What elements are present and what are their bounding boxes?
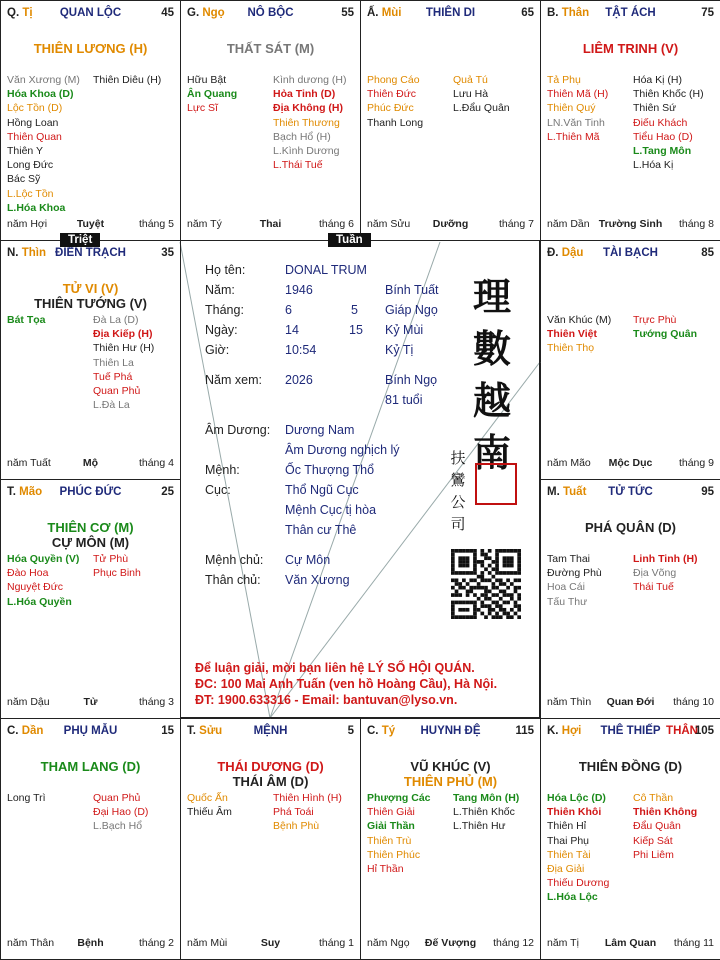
minor-star: Thiên Trù xyxy=(367,834,412,847)
minor-star: Thanh Long xyxy=(367,116,424,129)
than-marker: THÂN xyxy=(666,725,698,737)
year-label: năm Tị xyxy=(547,937,579,949)
main-star: CỰ MÔN (M) xyxy=(51,535,130,550)
minor-star: Tam Thai xyxy=(547,553,590,565)
truong-sinh-label: Tuyệt xyxy=(76,218,105,230)
minor-star: Văn Xương (M) xyxy=(7,74,80,86)
minor-star: Bệnh Phù xyxy=(273,820,320,833)
main-star: PHÁ QUÂN (D) xyxy=(585,520,676,535)
branch-name: Dậu xyxy=(561,247,584,259)
label-cuc: Cục: xyxy=(205,483,231,497)
palace-age: 35 xyxy=(161,247,174,259)
main-star: VŨ KHÚC (V) xyxy=(410,759,491,774)
year-label: năm Dậu xyxy=(7,696,50,708)
minor-star: Hóa Lộc (D) xyxy=(547,792,606,804)
minor-star: Trực Phù xyxy=(633,314,677,326)
minor-star: Thiên La xyxy=(93,356,134,369)
label-thang: Tháng: xyxy=(205,303,244,317)
minor-star: L.Thiên Mã xyxy=(547,130,600,143)
minor-star: Tấu Thư xyxy=(547,595,588,608)
branch-name: Mão xyxy=(19,486,43,498)
main-star: THÁI ÂM (D) xyxy=(232,774,309,789)
truong-sinh-label: Mộc Dục xyxy=(608,457,653,469)
minor-star: Thiên Quan xyxy=(7,130,62,143)
branch-stem: T. xyxy=(187,725,196,737)
year-label: năm Tuất xyxy=(7,457,51,469)
minor-star: Thiên Giải xyxy=(367,806,415,819)
main-star: LIÊM TRINH (V) xyxy=(582,41,679,56)
tuoi-value: 81 tuổi xyxy=(385,393,423,407)
minor-star: Thiên Khốc (H) xyxy=(633,88,704,101)
minor-star: L.Đẩu Quân xyxy=(453,102,510,115)
palace-name: QUAN LỘC xyxy=(59,7,122,19)
branch-stem: Ấ. xyxy=(367,7,379,19)
year-label: năm Hợi xyxy=(7,218,48,230)
contact-line-3: ĐT: 1900.633316 - Email: bantuvan@lyso.vn. xyxy=(195,693,458,707)
minor-star: L.Hóa Quyền xyxy=(7,595,72,608)
year-label: năm Ngọ xyxy=(367,937,410,949)
gio-can-chi: Kỷ Tị xyxy=(385,343,414,357)
month-label: tháng 12 xyxy=(493,937,534,949)
branch-name: Ngọ xyxy=(202,7,225,19)
palace-age: 105 xyxy=(694,725,714,737)
month-label: tháng 6 xyxy=(318,218,354,230)
year-label: năm Dần xyxy=(547,218,590,230)
minor-star: Thiên Tài xyxy=(547,848,591,861)
branch-name: Tuất xyxy=(562,486,587,498)
nam-xem-can-chi: Bính Ngọ xyxy=(385,373,438,387)
branch-stem: Đ. xyxy=(547,247,559,259)
month-label: tháng 9 xyxy=(678,457,714,469)
minor-star: Thiên Y xyxy=(7,145,43,158)
minor-star: Thiên Quý xyxy=(547,102,596,115)
month-label: tháng 5 xyxy=(138,218,174,230)
triet-marker: Triệt xyxy=(60,233,100,247)
minor-star: Bạch Hổ (H) xyxy=(273,130,331,143)
minor-star: L.Bạch Hổ xyxy=(93,820,143,833)
branch-stem: C. xyxy=(7,725,19,737)
year-label: năm Sửu xyxy=(367,218,411,230)
minor-star: Thiếu Dương xyxy=(547,877,610,890)
minor-star: L.Thiên Hư xyxy=(453,820,506,833)
ngay-value-2: 15 xyxy=(349,323,363,337)
minor-star: L.Hóa Lộc xyxy=(547,891,598,904)
minor-star: L.Lộc Tồn xyxy=(7,187,54,200)
seal-text xyxy=(447,447,469,535)
minor-star: Phi Liêm xyxy=(633,848,674,861)
minor-star: Giải Thần xyxy=(367,820,415,833)
minor-star: L.Thái Tuế xyxy=(273,159,323,172)
minor-star: Kiếp Sát xyxy=(633,834,673,847)
main-star: THIÊN TƯỚNG (V) xyxy=(34,296,147,311)
minor-star: Tử Phù xyxy=(93,553,129,565)
minor-star: Quan Phủ xyxy=(93,792,141,804)
seal-char-3: 公 xyxy=(450,493,466,511)
minor-star: Quả Tú xyxy=(453,74,488,86)
minor-star: Đào Hoa xyxy=(7,567,49,580)
palace-age: 25 xyxy=(161,486,174,498)
minor-star: Hỉ Thần xyxy=(367,863,404,876)
am-duong-value: Dương Nam xyxy=(285,423,355,437)
branch-stem: B. xyxy=(547,7,559,19)
minor-star: L.Hóa Khoa xyxy=(7,201,66,214)
label-menh-chu: Mệnh chủ: xyxy=(205,553,264,567)
cuc-value: Thổ Ngũ Cục xyxy=(285,483,359,497)
minor-star: Thiên Diêu (H) xyxy=(93,74,162,86)
minor-star: Thiên Không xyxy=(633,806,698,819)
year-label: năm Thìn xyxy=(547,696,592,708)
main-star: THIÊN CƠ (M) xyxy=(47,520,134,535)
nam-value: 1946 xyxy=(285,283,313,297)
minor-star: L.Tang Môn xyxy=(633,145,692,158)
thang-value: 6 xyxy=(285,303,292,317)
minor-star: Hóa Khoa (D) xyxy=(7,88,74,101)
label-gio: Giờ: xyxy=(205,343,230,357)
thang-can-chi: Giáp Ngọ xyxy=(385,303,438,317)
seal-char-4: 司 xyxy=(450,515,466,533)
palace-age: 55 xyxy=(341,7,354,19)
minor-star: Linh Tinh (H) xyxy=(633,553,698,565)
ngay-can-chi: Kỷ Mùi xyxy=(385,323,424,337)
palace-name: THÊ THIẾP xyxy=(600,725,661,737)
minor-star: Bác Sỹ xyxy=(7,173,41,186)
palace-age: 95 xyxy=(701,486,714,498)
truong-sinh-label: Lâm Quan xyxy=(604,937,657,949)
minor-star: Địa Giải xyxy=(547,863,585,876)
minor-star: Hỏa Tinh (D) xyxy=(273,88,336,101)
minor-star: Địa Không (H) xyxy=(273,102,343,115)
minor-star: Tướng Quân xyxy=(633,328,698,341)
minor-star: Long Trì xyxy=(7,792,46,804)
cuc-value-2: Mệnh Cục tị hòa xyxy=(285,503,377,517)
seal-char-1: 扶 xyxy=(450,449,466,467)
main-star: TỬ VI (V) xyxy=(62,281,119,296)
minor-star: Nguyệt Đức xyxy=(7,581,64,594)
month-label: tháng 8 xyxy=(678,218,714,230)
thang-value-2: 5 xyxy=(351,303,358,317)
minor-star: Đường Phù xyxy=(547,567,602,580)
red-seal-stamp xyxy=(475,463,517,505)
minor-star: Kình dương (H) xyxy=(273,74,347,86)
minor-star: Văn Khúc (M) xyxy=(547,314,612,326)
branch-name: Tị xyxy=(22,7,33,19)
truong-sinh-label: Trường Sinh xyxy=(598,218,663,230)
minor-star: Hoa Cái xyxy=(547,581,585,594)
minor-star: Ân Quang xyxy=(187,88,238,101)
minor-star: Thái Tuế xyxy=(633,581,674,594)
branch-name: Dần xyxy=(21,725,44,737)
seal-char-2: 鸞 xyxy=(450,471,466,489)
truong-sinh-label: Suy xyxy=(260,937,281,949)
minor-star: Thiên Phúc xyxy=(367,848,421,861)
minor-star: Hóa Kị (H) xyxy=(633,74,683,86)
branch-stem: T. xyxy=(7,486,16,498)
palace-age: 85 xyxy=(701,247,714,259)
minor-star: L.Đà La xyxy=(93,399,130,412)
branch-stem: G. xyxy=(187,7,200,19)
main-star: THÁI DƯƠNG (D) xyxy=(217,759,324,774)
palace-name: THIÊN DI xyxy=(425,7,476,19)
minor-star: Hóa Quyền (V) xyxy=(7,553,80,565)
minor-star: Phục Binh xyxy=(93,567,141,580)
minor-star: Thiên Đức xyxy=(367,88,417,101)
brand-char-3: 越 xyxy=(472,378,511,423)
month-label: tháng 3 xyxy=(138,696,174,708)
palace-name: PHÚC ĐỨC xyxy=(59,486,122,498)
truong-sinh-label: Đế Vượng xyxy=(424,937,477,949)
minor-star: Địa Kiếp (H) xyxy=(93,328,153,341)
ngay-value: 14 xyxy=(285,323,299,337)
year-label: năm Thân xyxy=(7,937,55,949)
minor-star: Thiên Việt xyxy=(547,328,597,341)
branch-stem: C. xyxy=(367,725,379,737)
minor-star: Thiếu Âm xyxy=(187,806,232,819)
minor-star: Phượng Các xyxy=(367,792,431,804)
contact-line-1: Để luận giải, mời bạn liên hệ LÝ SỐ HỘI QUÁN. xyxy=(195,661,475,675)
branch-stem: Q. xyxy=(7,7,20,19)
brand-char-1: 理 xyxy=(472,274,511,319)
tuan-marker: Tuần xyxy=(328,233,371,247)
minor-star: Tả Phụ xyxy=(547,74,581,86)
brand-char-4: 南 xyxy=(472,430,511,475)
minor-star: Hồng Loan xyxy=(7,116,59,129)
palace-name: ĐIỀN TRẠCH xyxy=(55,247,126,259)
minor-star: Tang Môn (H) xyxy=(453,792,520,804)
minor-star: Quan Phủ xyxy=(93,385,141,398)
minor-star: Phong Cáo xyxy=(367,74,420,86)
minor-star: Thai Phụ xyxy=(547,834,590,847)
minor-star: Thiên Hỉ xyxy=(547,820,587,833)
minor-star: L.Thiên Khốc xyxy=(453,806,515,819)
minor-star: Đà La (D) xyxy=(93,314,139,326)
minor-star: LN.Văn Tinh xyxy=(547,116,605,129)
minor-star: Thiên Thương xyxy=(273,116,340,129)
label-nam: Năm: xyxy=(205,283,235,297)
palace-name: MỆNH xyxy=(253,725,288,737)
minor-star: Thiên Hư (H) xyxy=(93,342,155,355)
minor-star: Thiên Khôi xyxy=(547,806,602,819)
minor-star: Bát Tọa xyxy=(7,314,46,326)
center-info-panel xyxy=(180,240,540,718)
truong-sinh-label: Thai xyxy=(259,218,282,230)
main-star: THIÊN ĐỒNG (D) xyxy=(578,759,683,774)
branch-name: Thìn xyxy=(21,247,46,259)
branch-stem: N. xyxy=(7,247,19,259)
month-label: tháng 1 xyxy=(318,937,354,949)
nam-xem-value: 2026 xyxy=(285,373,313,387)
minor-star: L.Kình Dương xyxy=(273,145,340,158)
label-menh: Mệnh: xyxy=(205,463,240,477)
palace-age: 65 xyxy=(521,7,534,19)
label-ho-ten: Họ tên: xyxy=(205,263,246,277)
minor-star: Phúc Đức xyxy=(367,102,414,115)
minor-star: Lực Sĩ xyxy=(187,102,218,115)
label-am-duong: Âm Dương: xyxy=(205,423,271,437)
palace-age: 75 xyxy=(701,7,714,19)
label-than-chu: Thân chủ: xyxy=(205,573,261,587)
brand-calligraphy xyxy=(469,271,515,479)
minor-star: Phá Toái xyxy=(273,806,314,819)
palace-age: 115 xyxy=(515,725,534,737)
brand-char-2: 數 xyxy=(472,326,511,371)
month-label: tháng 4 xyxy=(138,457,174,469)
palace-age: 45 xyxy=(161,7,174,19)
palace-name: PHỤ MẪU xyxy=(63,725,118,737)
minor-star: Địa Võng xyxy=(633,567,677,580)
year-label: năm Mão xyxy=(547,457,591,469)
month-label: tháng 2 xyxy=(138,937,174,949)
contact-line-2: ĐC: 100 Mai Anh Tuấn (ven hồ Hoàng Cầu), Hà Nội. xyxy=(195,677,498,691)
menh-chu-value: Cự Môn xyxy=(285,553,331,567)
year-label: năm Tý xyxy=(187,218,222,230)
branch-stem: M. xyxy=(547,486,560,498)
main-star: THẤT SÁT (M) xyxy=(226,41,315,56)
month-label: tháng 10 xyxy=(673,696,714,708)
minor-star: Cô Thần xyxy=(633,792,674,804)
minor-star: Long Đức xyxy=(7,159,54,172)
than-chu-value: Văn Xương xyxy=(285,573,350,587)
minor-star: Hữu Bật xyxy=(187,74,227,86)
minor-star: Quốc Ấn xyxy=(187,792,228,804)
minor-star: Đẩu Quân xyxy=(633,820,681,833)
main-star: THAM LANG (D) xyxy=(40,759,141,774)
label-nam-xem: Năm xem: xyxy=(205,373,262,387)
palace-name: TÀI BẠCH xyxy=(603,247,658,259)
cuc-value-3: Thân cư Thê xyxy=(285,523,357,537)
branch-stem: K. xyxy=(547,725,559,737)
branch-name: Thân xyxy=(561,7,590,19)
minor-star: Thiên Thọ xyxy=(547,342,595,355)
ho-ten-value: DONAL TRUM xyxy=(285,263,367,277)
truong-sinh-label: Quan Đới xyxy=(606,696,655,708)
minor-star: Thiên Sứ xyxy=(633,102,677,115)
truong-sinh-label: Bệnh xyxy=(77,937,104,949)
minor-star: Tiểu Hao (D) xyxy=(633,130,693,143)
truong-sinh-label: Dưỡng xyxy=(432,218,469,230)
month-label: tháng 11 xyxy=(673,937,714,949)
gio-value: 10:54 xyxy=(285,343,317,357)
truong-sinh-label: Mộ xyxy=(82,457,99,469)
minor-star: Thiên Hình (H) xyxy=(273,792,342,804)
branch-name: Tý xyxy=(381,725,396,737)
minor-star: Thiên Mã (H) xyxy=(547,88,609,101)
menh-value: Ốc Thượng Thổ xyxy=(285,463,375,477)
branch-name: Sửu xyxy=(199,725,223,737)
minor-star: Lưu Hà xyxy=(453,88,489,101)
palace-name: TỬ TỨC xyxy=(608,486,653,498)
qr-code xyxy=(451,549,521,619)
palace-age: 5 xyxy=(347,725,354,737)
minor-star: Lộc Tồn (D) xyxy=(7,102,63,115)
main-star: THIÊN PHỦ (M) xyxy=(403,774,498,789)
label-ngay: Ngày: xyxy=(205,323,238,337)
month-label: tháng 7 xyxy=(498,218,534,230)
nam-can-chi: Bính Tuất xyxy=(385,283,439,297)
truong-sinh-label: Tử xyxy=(83,696,98,708)
palace-name: TẬT ÁCH xyxy=(605,7,656,19)
branch-name: Mùi xyxy=(381,7,402,19)
palace-name: NÔ BỘC xyxy=(247,7,294,19)
branch-name: Hợi xyxy=(561,725,582,737)
minor-star: L.Hóa Kị xyxy=(633,159,674,172)
main-star: THIÊN LƯƠNG (H) xyxy=(33,41,148,56)
year-label: năm Mùi xyxy=(187,937,228,949)
minor-star: Đại Hao (D) xyxy=(93,806,149,819)
palace-name: HUYNH ĐỆ xyxy=(420,725,481,737)
palace-age: 15 xyxy=(161,725,174,737)
am-duong-value-2: Âm Dương nghịch lý xyxy=(285,443,400,457)
minor-star: Điếu Khách xyxy=(633,116,688,129)
minor-star: Tuế Phá xyxy=(93,370,133,383)
